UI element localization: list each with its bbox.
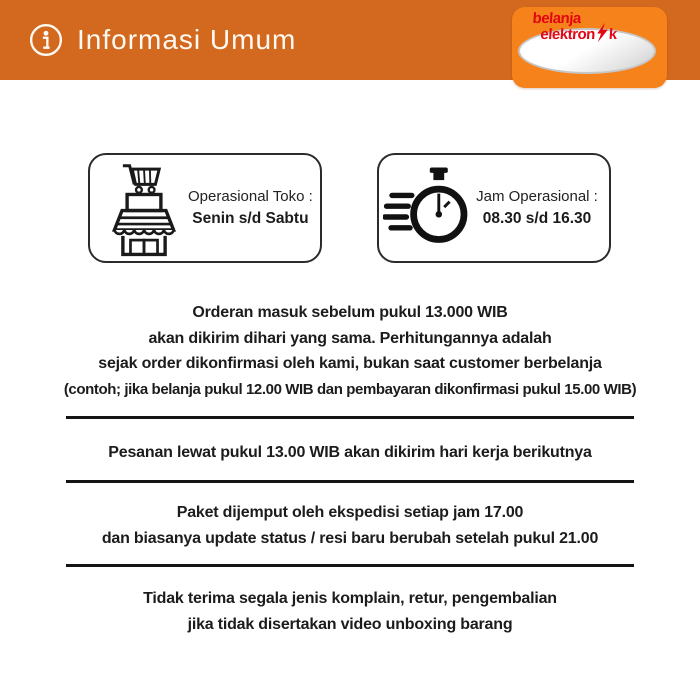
divider [66, 564, 634, 567]
late-order-section [0, 440, 700, 466]
stopwatch-icon [383, 161, 473, 255]
info-circle-icon [28, 22, 64, 58]
operating-hours-card [377, 153, 611, 263]
operating-hours-text [473, 186, 609, 230]
section4-line2-suffix: barang [456, 615, 513, 633]
store-operational-text [188, 186, 321, 230]
section3-line1: Paket dijemput oleh ekspedisi setiap jam 17.00 [176, 504, 524, 521]
logo-line1: belanja [532, 10, 582, 27]
section4-line2 [0, 612, 700, 638]
divider [66, 416, 634, 419]
store-operational-label: Operasional Toko : [188, 188, 313, 205]
section3-line2: dan biasanya update status / resi baru berubah setelah pukul 21.00 [101, 529, 599, 547]
section4-line2-bold: video unboxing [340, 615, 457, 633]
pickup-schedule-section [0, 500, 700, 551]
section4-line2-prefix: jika tidak disertakan [187, 615, 341, 633]
logo-line2-prefix: elektron [539, 26, 596, 43]
store-operational-value: Senin s/d Sabtu [192, 210, 309, 227]
brand-logo [512, 7, 667, 88]
section1-line4: (contoh; jika belanja pukul 12.00 WIB dan pembayaran dikonfirmasi pukul 15.00 WIB) [63, 380, 637, 398]
store-operational-card [88, 153, 322, 263]
page-title: Informasi Umum [77, 24, 297, 55]
operating-hours-label: Jam Operasional : [476, 188, 598, 205]
storefront-cart-icon [100, 159, 188, 257]
divider [66, 480, 634, 483]
shipping-cutoff-section [0, 300, 700, 402]
logo-line2-suffix: k [608, 26, 618, 43]
complaint-policy-section [0, 586, 700, 637]
section1-line1: Orderan masuk sebelum pukul 13.000 WIB [192, 304, 508, 321]
operating-hours-value: 08.30 s/d 16.30 [482, 210, 592, 227]
logo-text [531, 11, 618, 43]
section4-line1: Tidak terima segala jenis komplain, retur, pengembalian [143, 590, 557, 607]
section2-line1: Pesanan lewat pukul 13.00 WIB akan dikirim hari kerja berikutnya [108, 444, 592, 461]
section1-line2: akan dikirim dihari yang sama. Perhitungannya adalah [148, 329, 552, 347]
section1-line3: sejak order dikonfirmasi oleh kami, bukan saat customer berbelanja [98, 355, 602, 372]
